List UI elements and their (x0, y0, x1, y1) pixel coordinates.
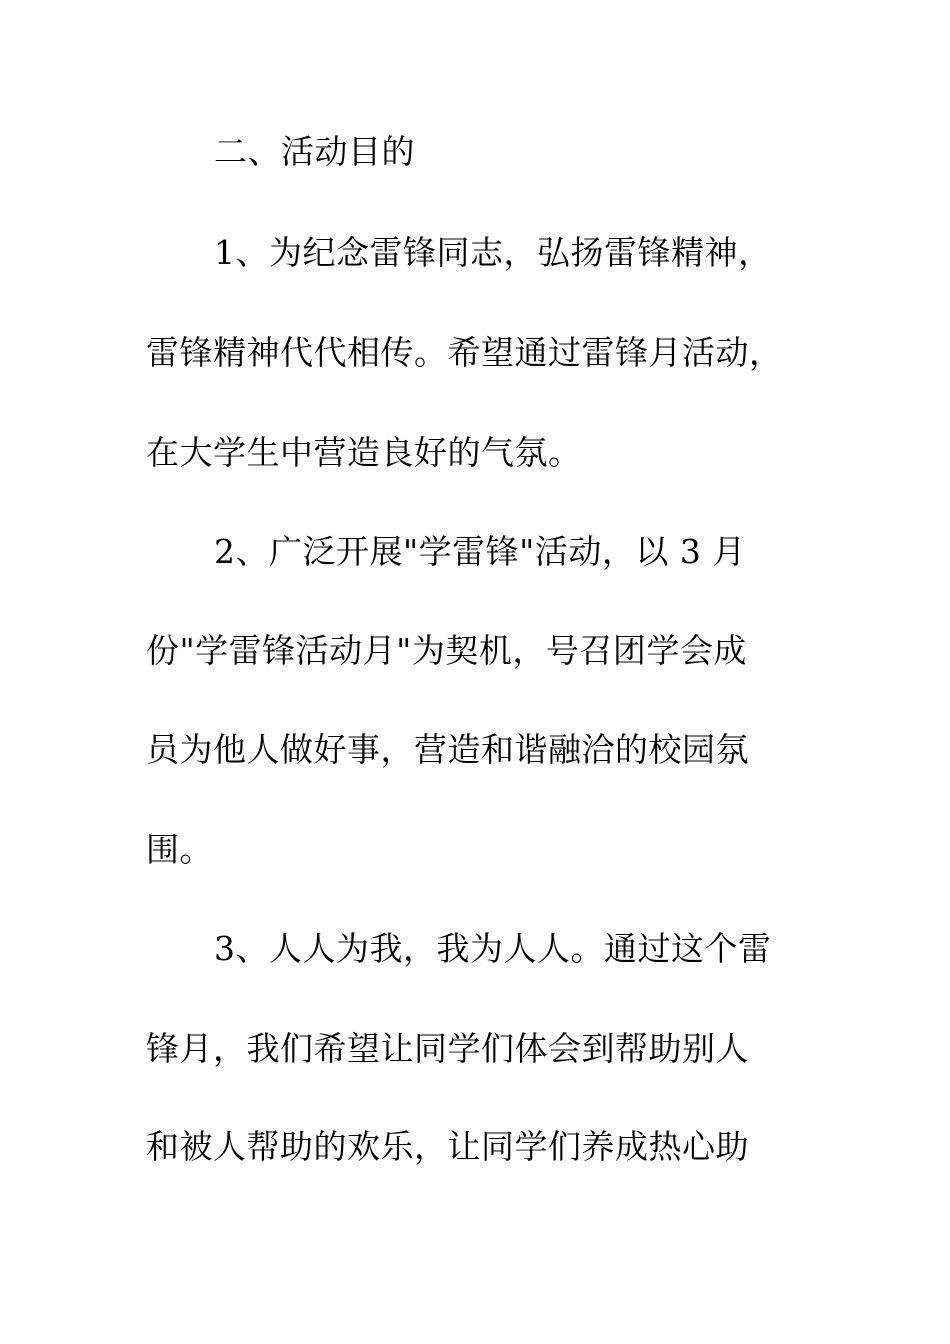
item-2-line-2: 份"学雷锋活动月"为契机，号召团学会成 (146, 631, 747, 670)
item-1-line-2: 雷锋精神代代相传。希望通过雷锋月活动， (146, 333, 783, 372)
item-2-line-3: 员为他人做好事，营造和谐融洽的校园氛 (146, 730, 749, 769)
item-2-line-4: 围。 (146, 830, 213, 869)
item-3-line-3: 和被人帮助的欢乐，让同学们养成热心助 (146, 1127, 749, 1166)
item-3-line-2: 锋月，我们希望让同学们体会到帮助别人 (146, 1029, 749, 1068)
item-1-line-3: 在大学生中营造良好的气氛。 (146, 433, 582, 472)
item-1-line-1: 1、为纪念雷锋同志，弘扬雷锋精神， (214, 233, 772, 272)
item-2-line-1: 2、广泛开展"学雷锋"活动，以 3 月 (214, 532, 746, 571)
item-3-line-1: 3、人人为我，我为人人。通过这个雷 (214, 929, 772, 968)
section-heading: 二、活动目的 (214, 132, 415, 171)
